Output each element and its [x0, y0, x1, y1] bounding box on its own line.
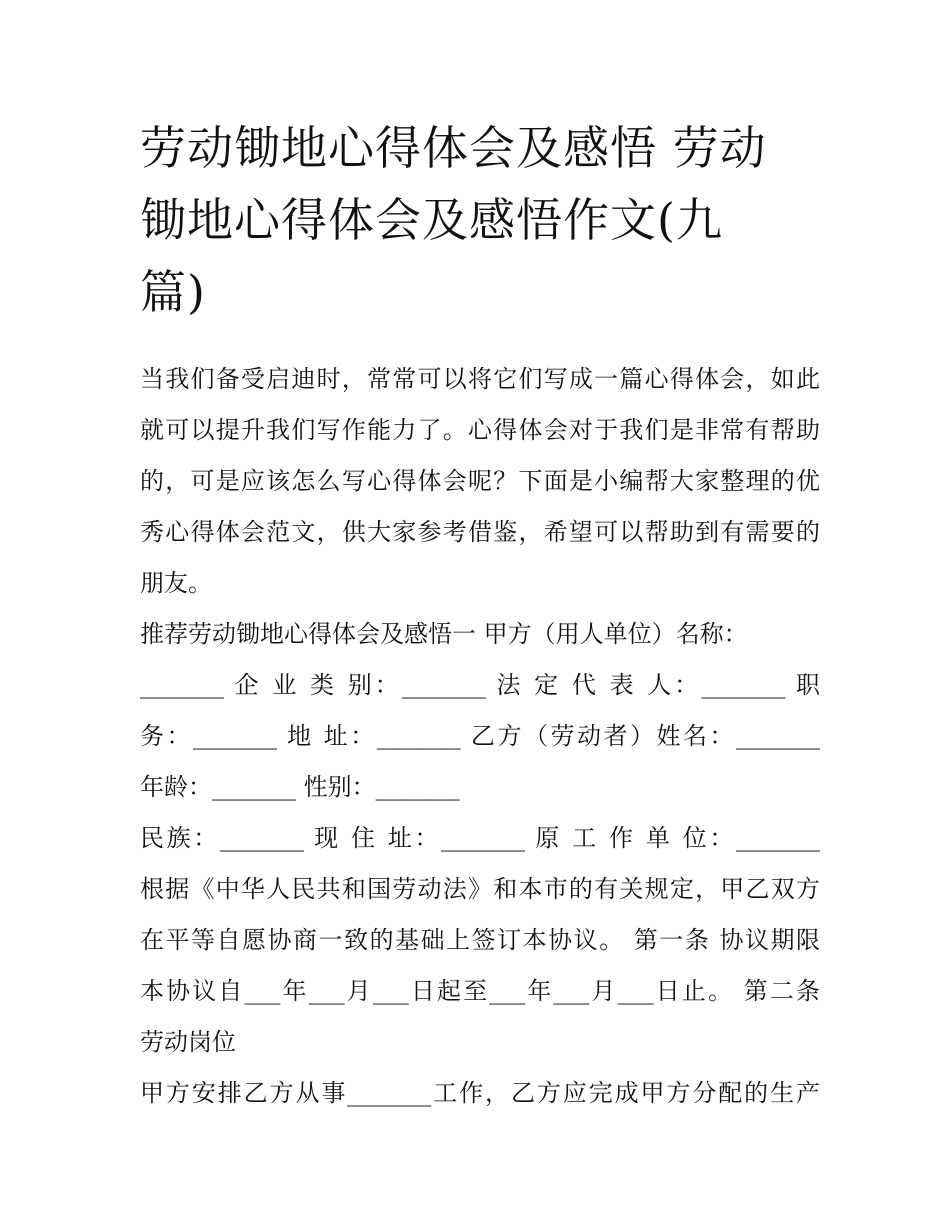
contract-line: _______ 企 业 类 别：_______ 法 定 代 表 人：_______ 职 — [140, 671, 820, 699]
intro-line: 秀心得体会范文，供大家参考借鉴，希望可以帮助到有需要的 — [140, 518, 820, 546]
contract-line: 在平等自愿协商一致的基础上签订本协议。 第一条 协议期限 — [140, 926, 820, 954]
contract-line: 根据《中华人民共和国劳动法》和本市的有关规定，甲乙双方 — [140, 875, 820, 903]
contract-line: 推荐劳动锄地心得体会及感悟一 甲方（用人单位）名称： — [140, 620, 748, 648]
intro-line: 的，可是应该怎么写心得体会呢？下面是小编帮大家整理的优 — [140, 467, 820, 495]
title-line: 篇) — [140, 265, 206, 319]
title-line: 锄地心得体会及感悟作文(九 — [140, 193, 723, 247]
title-line: 劳动锄地心得体会及感悟 劳动 — [140, 121, 767, 175]
contract-line: 民族：_______ 现 住 址：_______ 原 工 作 单 位：_______ — [140, 824, 820, 852]
intro-line: 当我们备受启迪时，常常可以将它们写成一篇心得体会，如此 — [140, 365, 820, 393]
contract-line: 年龄：_______ 性别：_______ — [140, 773, 460, 801]
intro-line: 就可以提升我们写作能力了。心得体会对于我们是非常有帮助 — [140, 416, 820, 444]
contract-line: 劳动岗位 — [140, 1028, 236, 1056]
contract-line: 甲方安排乙方从事_______工作，乙方应完成甲方分配的生产 — [140, 1079, 820, 1107]
document-title — [140, 112, 830, 328]
contract-line: 本协议自___年___月___日起至___年___月___日止。 第二条 — [140, 977, 820, 1005]
contract-line: 务：_______ 地 址：_______ 乙方（劳动者）姓名：_______ — [140, 722, 820, 750]
intro-line: 朋友。 — [140, 569, 212, 597]
